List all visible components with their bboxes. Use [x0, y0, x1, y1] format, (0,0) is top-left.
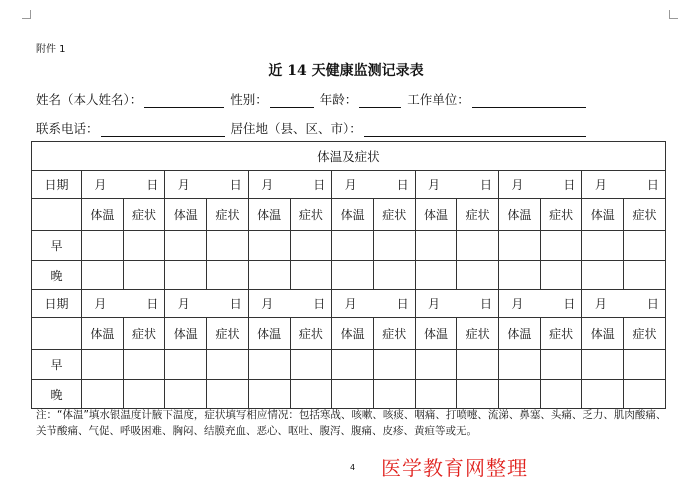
month-label: 月: [261, 297, 274, 311]
symptom-header: 症状: [457, 318, 499, 350]
temp-entry-cell[interactable]: [82, 380, 124, 409]
address-label: 居住地（县、区、市）：: [230, 121, 362, 136]
date-cell[interactable]: [415, 171, 498, 199]
symptom-header: 症状: [123, 318, 165, 350]
date-label: 日期: [32, 290, 82, 318]
symptom-entry-cell[interactable]: [624, 380, 666, 409]
temp-entry-cell[interactable]: [248, 231, 290, 261]
page-number: 4: [350, 463, 356, 472]
day-label: 日: [646, 178, 659, 192]
symptom-entry-cell[interactable]: [540, 231, 582, 261]
date-cell[interactable]: [82, 171, 165, 199]
temp-header: 体温: [582, 199, 624, 231]
temp-header: 体温: [332, 318, 374, 350]
day-label: 日: [646, 297, 659, 311]
temp-entry-cell[interactable]: [332, 380, 374, 409]
date-cell[interactable]: [582, 171, 665, 199]
gender-field[interactable]: [270, 94, 314, 108]
symptom-header: 症状: [373, 318, 415, 350]
age-field[interactable]: [359, 94, 401, 108]
temp-header: 体温: [82, 199, 124, 231]
age-label: 年龄：: [319, 92, 358, 107]
date-cell[interactable]: [332, 290, 415, 318]
symptom-header: 症状: [540, 199, 582, 231]
name-label: 姓名（本人姓名）：: [36, 92, 143, 107]
address-field[interactable]: [364, 123, 586, 137]
form-line-contact: [36, 119, 592, 137]
symptom-entry-cell[interactable]: [540, 350, 582, 380]
date-cell[interactable]: [248, 290, 331, 318]
temp-entry-cell[interactable]: [82, 350, 124, 380]
day-label: 日: [146, 297, 159, 311]
temp-entry-cell[interactable]: [165, 350, 207, 380]
temp-header: 体温: [499, 318, 541, 350]
date-cell[interactable]: [499, 171, 582, 199]
day-label: 日: [313, 178, 326, 192]
day-label: 日: [146, 178, 159, 192]
symptom-header: 症状: [123, 199, 165, 231]
symptom-entry-cell[interactable]: [624, 231, 666, 261]
month-label: 月: [511, 178, 524, 192]
date-label: 日期: [32, 171, 82, 199]
sub-header-blank: [32, 199, 82, 231]
symptom-header: 症状: [290, 318, 332, 350]
symptom-entry-cell[interactable]: [207, 261, 249, 290]
temp-entry-cell[interactable]: [582, 350, 624, 380]
temp-entry-cell[interactable]: [415, 261, 457, 290]
symptom-entry-cell[interactable]: [123, 261, 165, 290]
day-label: 日: [480, 178, 493, 192]
temp-header: 体温: [415, 318, 457, 350]
symptom-entry-cell[interactable]: [373, 350, 415, 380]
date-cell[interactable]: [82, 290, 165, 318]
symptom-entry-cell[interactable]: [457, 231, 499, 261]
symptom-header: 症状: [624, 318, 666, 350]
symptom-entry-cell[interactable]: [457, 380, 499, 409]
temp-header: 体温: [499, 199, 541, 231]
symptom-entry-cell[interactable]: [123, 380, 165, 409]
symptom-entry-cell[interactable]: [457, 350, 499, 380]
date-cell[interactable]: [165, 171, 248, 199]
temp-entry-cell[interactable]: [165, 231, 207, 261]
phone-label: 联系电话：: [36, 121, 99, 136]
symptom-header: 症状: [624, 199, 666, 231]
symptom-entry-cell[interactable]: [207, 231, 249, 261]
temp-header: 体温: [248, 318, 290, 350]
gender-label: 性别：: [230, 92, 268, 107]
temp-entry-cell[interactable]: [248, 350, 290, 380]
temp-header: 体温: [82, 318, 124, 350]
symptom-entry-cell[interactable]: [540, 380, 582, 409]
temp-entry-cell[interactable]: [332, 261, 374, 290]
temp-entry-cell[interactable]: [332, 231, 374, 261]
date-cell[interactable]: [332, 171, 415, 199]
symptom-entry-cell[interactable]: [290, 380, 332, 409]
month-label: 月: [177, 297, 190, 311]
temp-entry-cell[interactable]: [582, 261, 624, 290]
work-field[interactable]: [472, 94, 586, 108]
day-label: 日: [480, 297, 493, 311]
symptom-entry-cell[interactable]: [290, 261, 332, 290]
phone-field[interactable]: [101, 123, 225, 137]
date-cell[interactable]: [248, 171, 331, 199]
symptom-entry-cell[interactable]: [123, 350, 165, 380]
day-label: 日: [396, 178, 409, 192]
symptom-header: 症状: [540, 318, 582, 350]
temp-entry-cell[interactable]: [499, 231, 541, 261]
temp-header: 体温: [248, 199, 290, 231]
month-label: 月: [94, 297, 107, 311]
symptom-header: 症状: [207, 318, 249, 350]
month-label: 月: [344, 297, 357, 311]
temp-entry-cell[interactable]: [499, 380, 541, 409]
temp-entry-cell[interactable]: [82, 261, 124, 290]
morning-label: 早: [32, 231, 82, 261]
temp-entry-cell[interactable]: [499, 350, 541, 380]
symptom-header: 症状: [457, 199, 499, 231]
day-label: 日: [313, 297, 326, 311]
page-corner-mark: [22, 10, 31, 19]
day-label: 日: [563, 297, 576, 311]
date-cell[interactable]: [582, 290, 665, 318]
temp-entry-cell[interactable]: [165, 380, 207, 409]
month-label: 月: [344, 178, 357, 192]
temp-header: 体温: [165, 318, 207, 350]
symptom-entry-cell[interactable]: [290, 350, 332, 380]
symptom-entry-cell[interactable]: [373, 231, 415, 261]
date-cell[interactable]: [415, 290, 498, 318]
temp-entry-cell[interactable]: [165, 261, 207, 290]
date-cell[interactable]: [499, 290, 582, 318]
symptom-entry-cell[interactable]: [540, 261, 582, 290]
temp-entry-cell[interactable]: [82, 231, 124, 261]
morning-label: 早: [32, 350, 82, 380]
form-line-personal: [36, 90, 592, 108]
month-label: 月: [594, 178, 607, 192]
symptom-entry-cell[interactable]: [624, 350, 666, 380]
month-label: 月: [511, 297, 524, 311]
month-label: 月: [177, 178, 190, 192]
month-label: 月: [261, 178, 274, 192]
symptom-header: 症状: [207, 199, 249, 231]
temp-entry-cell[interactable]: [582, 231, 624, 261]
day-label: 日: [396, 297, 409, 311]
sub-header-blank: [32, 318, 82, 350]
temp-entry-cell[interactable]: [248, 261, 290, 290]
symptom-entry-cell[interactable]: [373, 261, 415, 290]
temp-header: 体温: [415, 199, 457, 231]
symptom-entry-cell[interactable]: [624, 261, 666, 290]
day-label: 日: [563, 178, 576, 192]
symptom-header: 症状: [373, 199, 415, 231]
temp-entry-cell[interactable]: [415, 231, 457, 261]
attachment-label: 附件 1: [36, 44, 66, 55]
watermark: 医学教育网整理: [381, 456, 528, 480]
temp-entry-cell[interactable]: [415, 350, 457, 380]
work-label: 工作单位：: [407, 92, 470, 107]
symptom-entry-cell[interactable]: [123, 231, 165, 261]
month-label: 月: [594, 297, 607, 311]
temp-entry-cell[interactable]: [582, 380, 624, 409]
temp-header: 体温: [582, 318, 624, 350]
date-cell[interactable]: [165, 290, 248, 318]
symptom-header: 症状: [290, 199, 332, 231]
temp-header: 体温: [165, 199, 207, 231]
symptom-entry-cell[interactable]: [373, 380, 415, 409]
name-field[interactable]: [144, 94, 224, 108]
symptom-entry-cell[interactable]: [207, 380, 249, 409]
temp-entry-cell[interactable]: [415, 380, 457, 409]
symptom-entry-cell[interactable]: [457, 261, 499, 290]
month-label: 月: [428, 178, 441, 192]
temp-header: 体温: [332, 199, 374, 231]
section-title: 体温及症状: [32, 142, 666, 171]
evening-label: 晚: [32, 261, 82, 290]
temp-entry-cell[interactable]: [499, 261, 541, 290]
footnote: 注：“体温”填水银温度计腋下温度，症状填写相应情况：包括寒战、咳嗽、咳痰、咽痛、打喷嚏、流涕、鼻塞、头痛、乏力、肌肉酸痛、关节酸痛、气促、呼吸困难、胸闷、结膜充血、恶心、呕吐、腹泻、腹痛、皮疹、黄疸等或无。: [36, 409, 667, 437]
symptom-entry-cell[interactable]: [207, 350, 249, 380]
day-label: 日: [229, 297, 242, 311]
page-corner-mark: [669, 10, 678, 19]
temp-entry-cell[interactable]: [332, 350, 374, 380]
month-label: 月: [94, 178, 107, 192]
health-monitoring-table: [31, 141, 666, 409]
page-title: 近 14 天健康监测记录表: [268, 63, 424, 79]
month-label: 月: [428, 297, 441, 311]
symptom-entry-cell[interactable]: [290, 231, 332, 261]
temp-entry-cell[interactable]: [248, 380, 290, 409]
evening-label: 晚: [32, 380, 82, 409]
day-label: 日: [229, 178, 242, 192]
